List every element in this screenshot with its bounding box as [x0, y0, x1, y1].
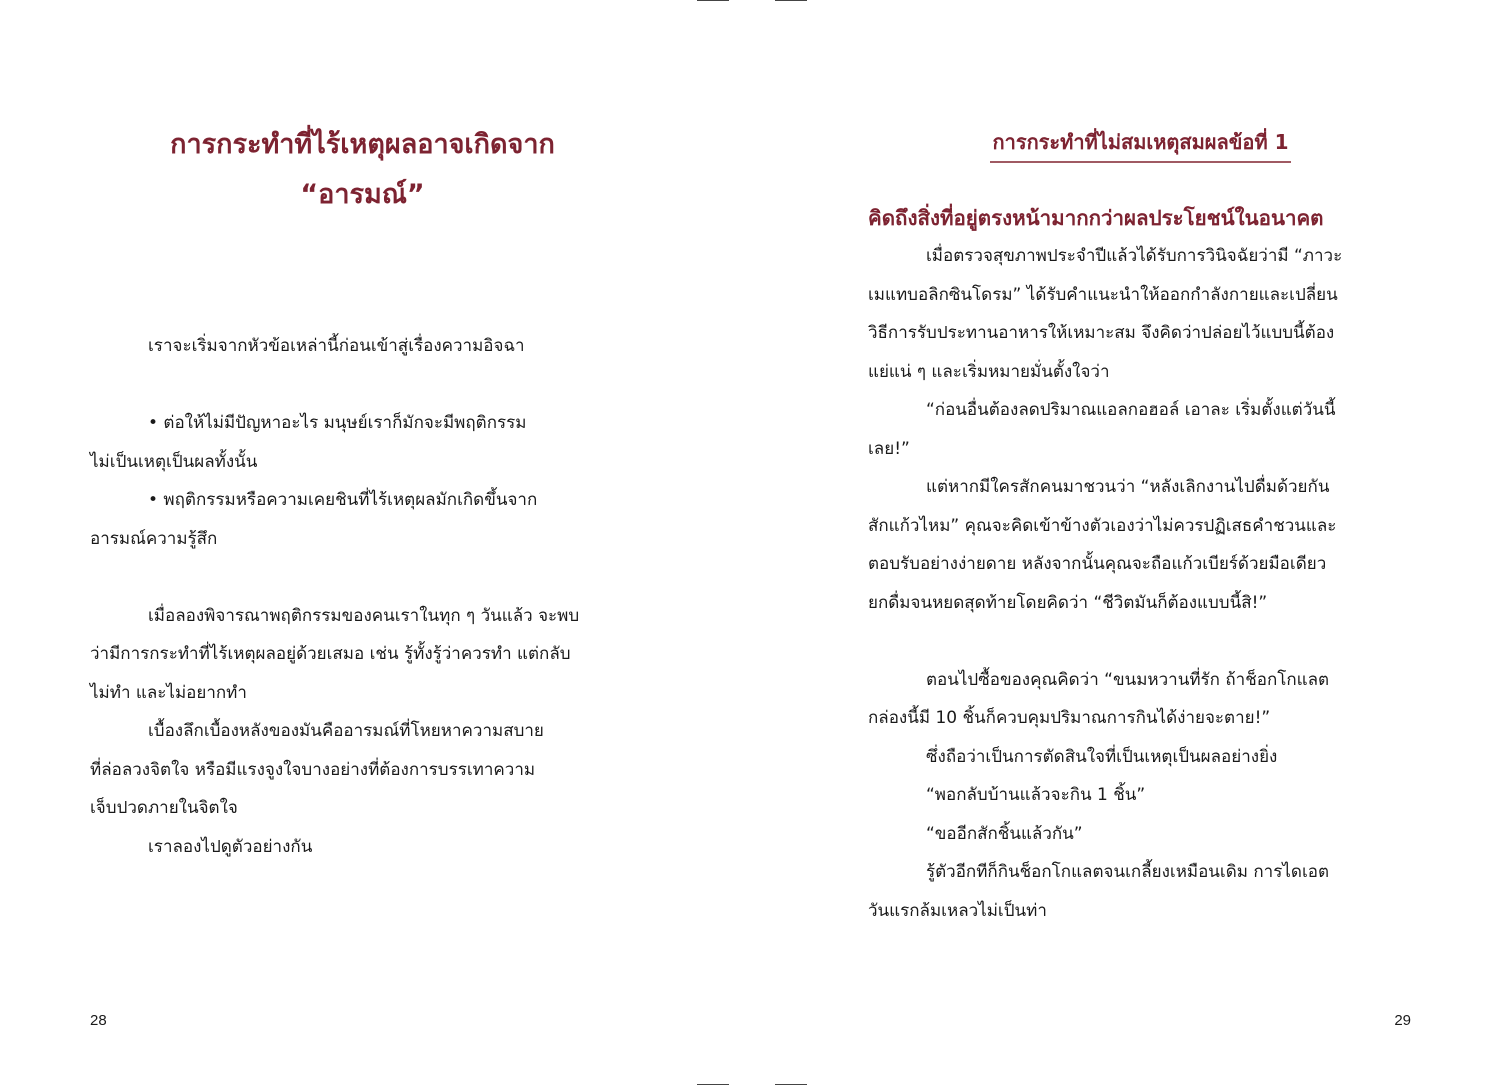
- paragraph-line: เมแทบอลิกซินโดรม” ได้รับคำแนะนำให้ออกกำลังกายและเปลี่ยน: [868, 284, 1338, 305]
- paragraph-gap: [868, 622, 1413, 661]
- paragraph-line: เบื้องลึกเบื้องหลังของมันคืออารมณ์ที่โหยหาความสบาย: [148, 721, 544, 741]
- paragraph-line: รู้ตัวอีกทีก็กินช็อกโกแลตจนเกลี้ยงเหมือนเดิม การไดเอต: [926, 862, 1330, 882]
- paragraph-gap: [90, 558, 635, 597]
- paragraph-line: ว่ามีการกระทำที่ไร้เหตุผลอยู่ด้วยเสมอ เช่น รู้ทั้งรู้ว่าควรทำ แต่กลับ: [90, 644, 571, 664]
- paragraph-line: เจ็บปวดภายในจิตใจ: [90, 798, 238, 818]
- paragraph-line: “ก่อนอื่นต้องลดปริมาณแอลกอฮอล์ เอาละ เริ่มตั้งแต่วันนี้: [926, 400, 1336, 420]
- body-paragraph: [868, 853, 1413, 930]
- paragraph-line: แต่หากมีใครสักคนมาชวนว่า “หลังเลิกงานไปดื่มด้วยกัน: [926, 477, 1330, 497]
- paragraph-line: เมื่อลองพิจารณาพฤติกรรมของคนเราในทุก ๆ วันแล้ว จะพบ: [148, 605, 580, 626]
- paragraph-line: ยกดื่มจนหยดสุดท้ายโดยคิดว่า “ชีวิตมันก็ต้องแบบนี้สิ!”: [868, 592, 1268, 613]
- bullet-line: ไม่เป็นเหตุเป็นผลทั้งนั้น: [90, 451, 258, 472]
- body-paragraph: [868, 468, 1413, 622]
- bullet-line: • พฤติกรรมหรือความเคยชินที่ไร้เหตุผลมักเกิดขึ้นจาก: [148, 490, 538, 510]
- paragraph-line: วันแรกล้มเหลวไม่เป็นท่า: [868, 900, 1047, 921]
- section-heading: [868, 126, 1413, 163]
- right-page: [868, 0, 1413, 1087]
- paragraph-line: ไม่ทำ และไม่อยากทำ: [90, 682, 247, 703]
- paragraph-line: เมื่อตรวจสุขภาพประจำปีแล้วได้รับการวินิจฉัยว่ามี “ภาวะ: [926, 246, 1343, 266]
- intro-paragraph: เราจะเริ่มจากหัวข้อเหล่านี้ก่อนเข้าสู่เรื่องความอิจฉา: [148, 336, 525, 356]
- paragraph-line: เลย!”: [868, 438, 910, 459]
- body-paragraph: [868, 237, 1413, 391]
- page-number: 28: [90, 1012, 107, 1029]
- chapter-title-line-2: “อารมณ์”: [300, 179, 425, 210]
- quote-paragraph: “ขออีกสักชิ้นแล้วกัน”: [926, 823, 1083, 844]
- body-paragraph: [90, 712, 635, 828]
- crop-mark-bottom-left: [697, 1084, 729, 1085]
- body-paragraph: [90, 597, 635, 713]
- bullet-item: [90, 404, 635, 481]
- sub-heading: คิดถึงสิ่งที่อยู่ตรงหน้ามากกว่าผลประโยชน์ในอนาคต: [868, 206, 1324, 230]
- left-body-text: [90, 327, 635, 866]
- paragraph-line: วิธีการรับประทานอาหารให้เหมาะสม จึงคิดว่าปล่อยไว้แบบนี้ต้อง: [868, 323, 1335, 343]
- paragraph-line: ที่ล่อลวงจิตใจ หรือมีแรงจูงใจบางอย่างที่ต้องการบรรเทาความ: [90, 759, 536, 780]
- left-page: [90, 0, 635, 1087]
- right-body-text: [868, 237, 1413, 930]
- paragraph-line: แย่แน่ ๆ และเริ่มหมายมั่นตั้งใจว่า: [868, 361, 1110, 382]
- chapter-title-line-1: การกระทำที่ไร้เหตุผลอาจเกิดจาก: [170, 129, 555, 160]
- page-number: 29: [1394, 1012, 1411, 1029]
- crop-mark-bottom-right: [775, 1084, 807, 1085]
- bullet-line: • ต่อให้ไม่มีปัญหาอะไร มนุษย์เราก็มักจะมีพฤติกรรม: [148, 413, 527, 433]
- paragraph-line: สักแก้วไหม” คุณจะคิดเข้าข้างตัวเองว่าไม่ควรปฏิเสธคำชวนและ: [868, 515, 1337, 536]
- paragraph-line: กล่องนี้มี 10 ชิ้นก็ควบคุมปริมาณการกินได้ง่ายจะตาย!”: [868, 708, 1271, 728]
- section-heading-text: การกระทำที่ไม่สมเหตุสมผลข้อที่ 1: [990, 126, 1290, 163]
- paragraph-gap: [90, 366, 635, 405]
- body-paragraph: เราลองไปดูตัวอย่างกัน: [148, 836, 313, 857]
- paragraph-line: ตอนไปซื้อของคุณคิดว่า “ขนมหวานที่รัก ถ้าช็อกโกแลต: [926, 669, 1330, 690]
- body-paragraph: [868, 391, 1413, 468]
- bullet-line: อารมณ์ความรู้สึก: [90, 528, 218, 549]
- quote-paragraph: “พอกลับบ้านแล้วจะกิน 1 ชิ้น”: [926, 785, 1146, 805]
- crop-mark-top-left: [697, 0, 729, 1]
- crop-mark-top-right: [775, 0, 807, 1]
- body-paragraph: [868, 661, 1413, 738]
- bullet-item: [90, 481, 635, 558]
- paragraph-line: ตอบรับอย่างง่ายดาย หลังจากนั้นคุณจะถือแก้วเบียร์ด้วยมือเดียว: [868, 554, 1327, 574]
- body-paragraph: ซึ่งถือว่าเป็นการตัดสินใจที่เป็นเหตุเป็นผลอย่างยิ่ง: [926, 746, 1278, 767]
- chapter-title: [90, 120, 635, 220]
